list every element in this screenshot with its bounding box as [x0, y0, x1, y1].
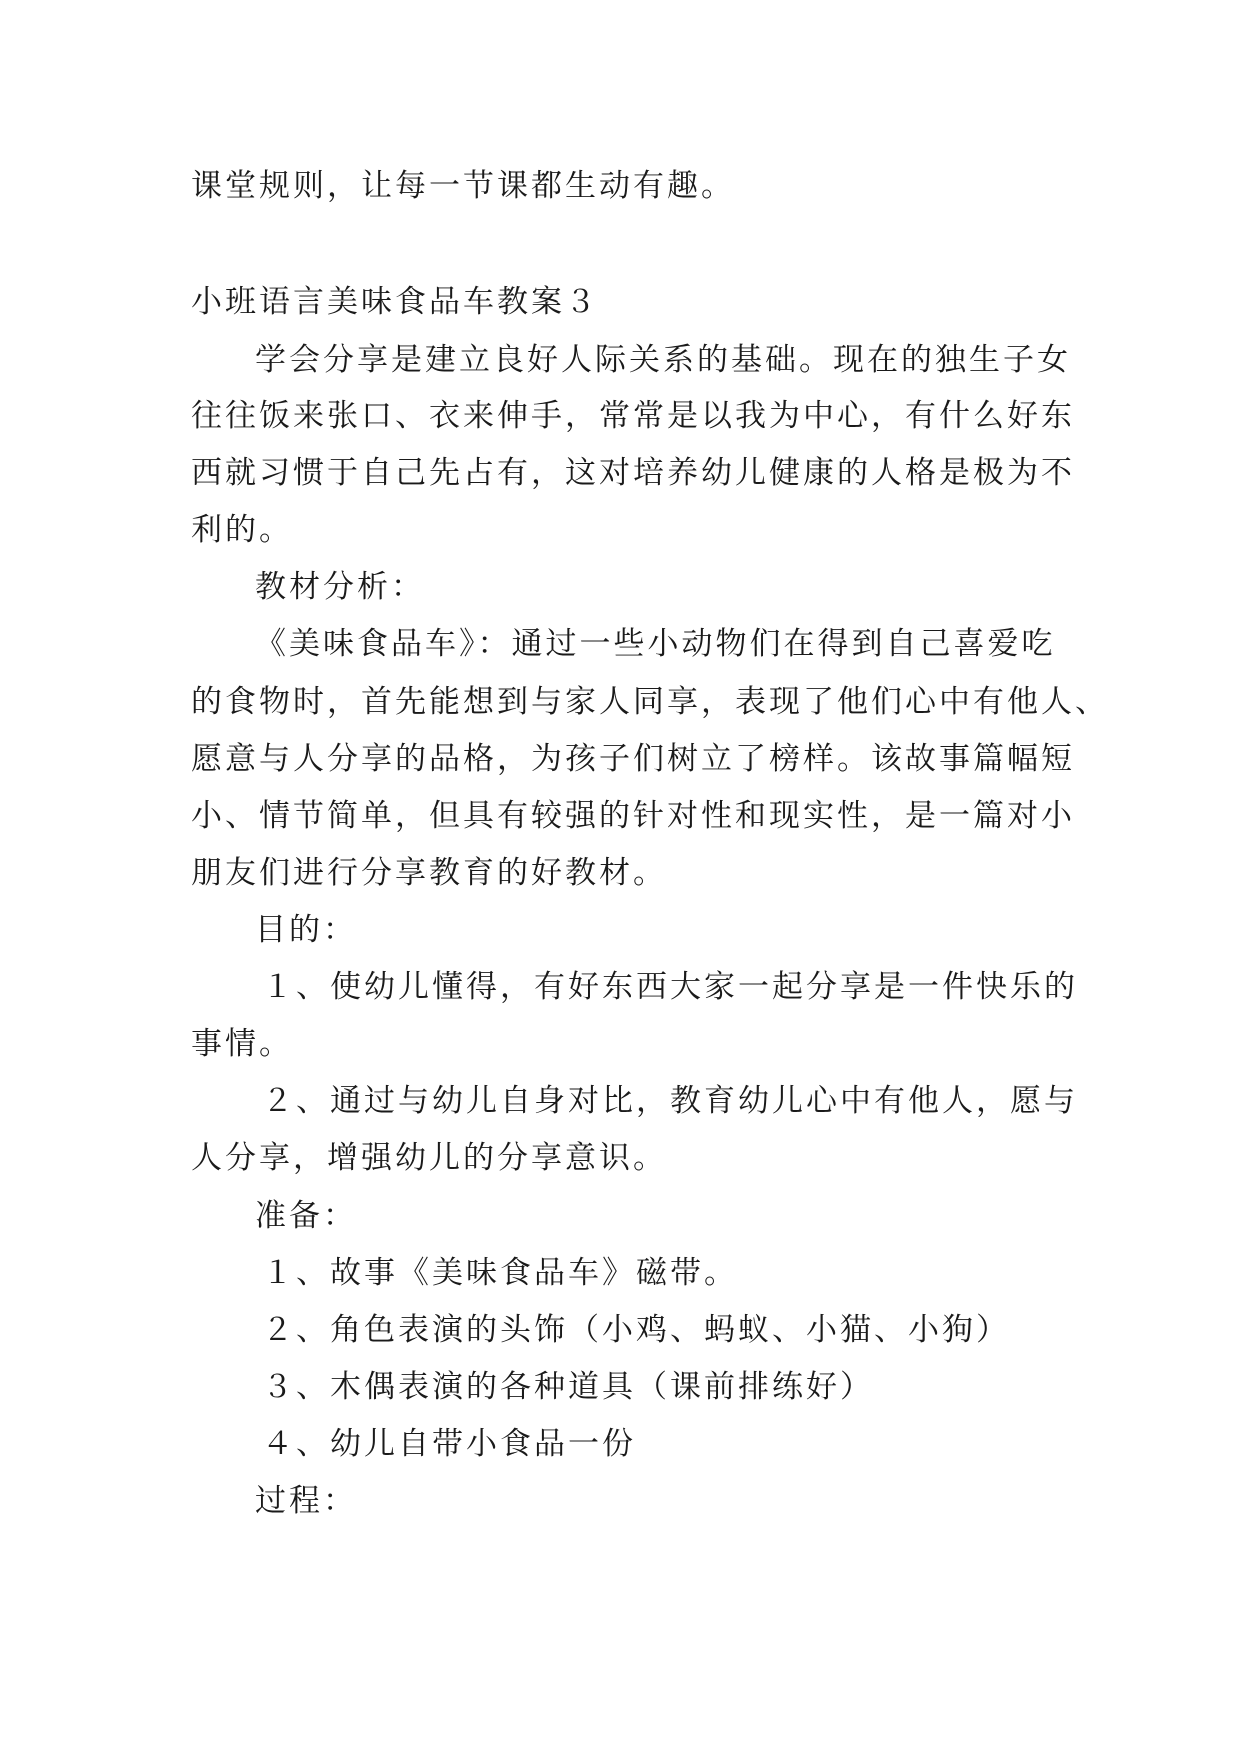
text-line: 学会分享是建立良好人际关系的基础。现在的独生子女: [255, 342, 1071, 378]
text-line: 小、情节简单，但具有较强的针对性和现实性，是一篇对小: [191, 798, 1075, 834]
subheading: 目的：: [255, 912, 357, 948]
text-line: 愿意与人分享的品格，为孩子们树立了榜样。该故事篇幅短: [191, 741, 1075, 777]
text-line: 的食物时，首先能想到与家人同享，表现了他们心中有他人、: [191, 684, 1109, 720]
subheading: 教材分析：: [255, 569, 425, 605]
text-line: 朋友们进行分享教育的好教材。: [191, 855, 667, 891]
list-item: １、故事《美味食品车》磁带。: [262, 1255, 738, 1291]
list-item: １、使幼儿懂得，有好东西大家一起分享是一件快乐的: [262, 969, 1078, 1005]
text-line: 利的。: [191, 512, 293, 548]
text-line: 人分享，增强幼儿的分享意识。: [191, 1140, 667, 1176]
text-line: 《美味食品车》：通过一些小动物们在得到自己喜爱吃: [255, 626, 1056, 662]
subheading: 准备：: [255, 1198, 357, 1234]
section-title: 小班语言美味食品车教案３: [191, 284, 599, 320]
list-item: ４、幼儿自带小食品一份: [262, 1426, 636, 1462]
subheading: 过程：: [255, 1483, 357, 1519]
text-line: 往往饭来张口、衣来伸手，常常是以我为中心，有什么好东: [191, 398, 1075, 434]
text-line: 事情。: [191, 1026, 293, 1062]
list-item: ２、通过与幼儿自身对比，教育幼儿心中有他人，愿与: [262, 1083, 1078, 1119]
list-item: ３、木偶表演的各种道具（课前排练好）: [262, 1369, 874, 1405]
text-line: 西就习惯于自己先占有，这对培养幼儿健康的人格是极为不: [191, 455, 1075, 491]
list-item: ２、角色表演的头饰（小鸡、蚂蚁、小猫、小狗）: [262, 1312, 1010, 1348]
text-line: 课堂规则，让每一节课都生动有趣。: [191, 168, 735, 204]
